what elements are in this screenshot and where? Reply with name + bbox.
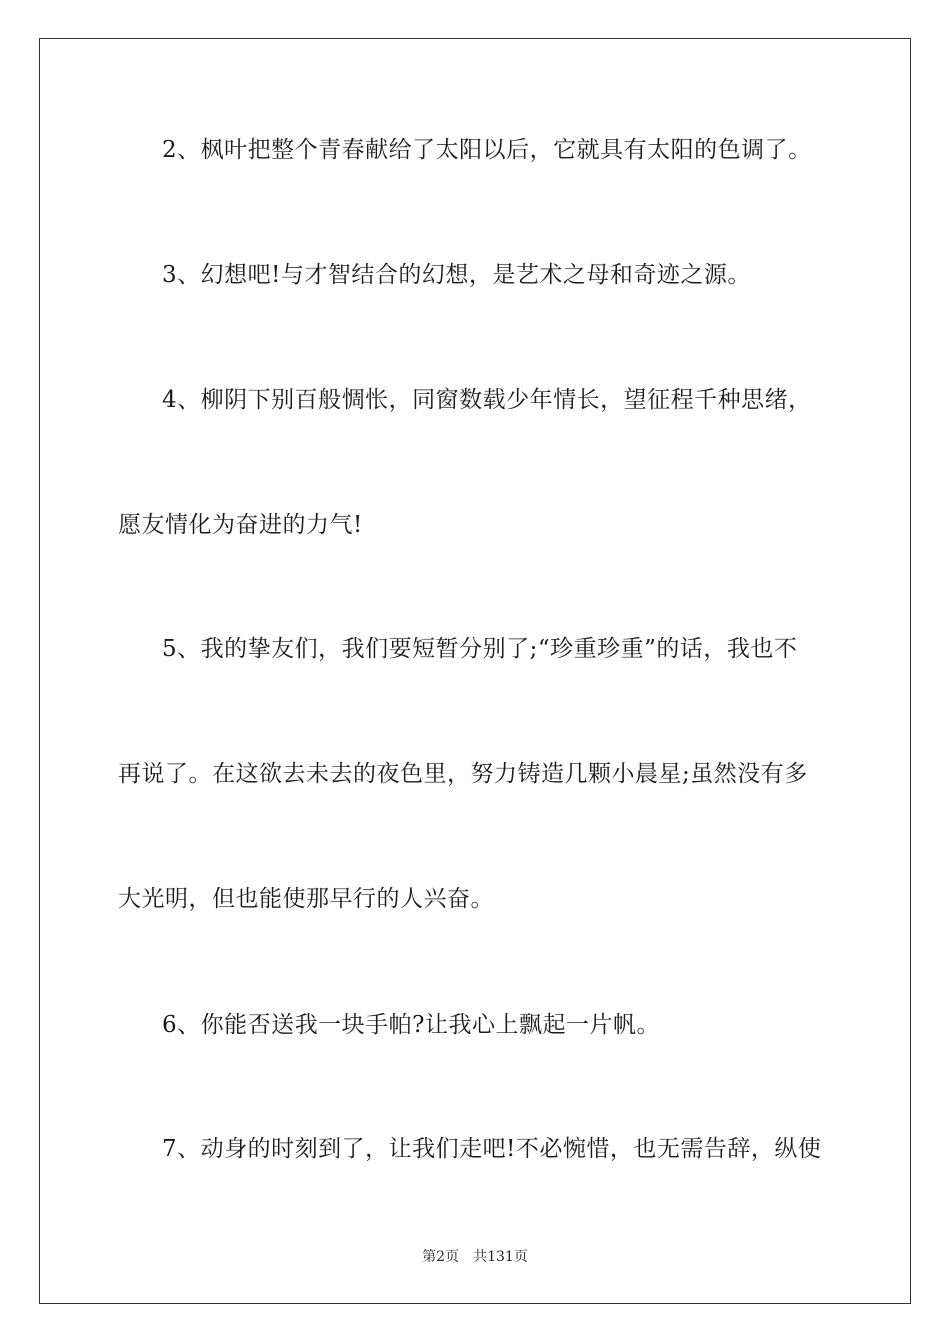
paragraph-4-line-1: 4、柳阴下别百般惆怅，同窗数载少年情长，望征程千种思绪， <box>162 387 812 413</box>
paragraph-5-line-3: 大光明，但也能使那早行的人兴奋。 <box>118 886 494 912</box>
paragraph-3-line-1: 3、幻想吧!与才智结合的幻想，是艺术之母和奇迹之源。 <box>162 262 751 288</box>
paragraph-7-line-1: 7、动身的时刻到了，让我们走吧!不必惋惜，也无需告辞，纵使 <box>162 1136 822 1162</box>
page-footer <box>0 1248 950 1266</box>
paragraph-2-line-1: 2、枫叶把整个青春献给了太阳以后，它就具有太阳的色调了。 <box>162 137 812 163</box>
page-number: 第2页 <box>422 1249 460 1265</box>
paragraph-6-line-1: 6、你能否送我一块手帕?让我心上飘起一片帆。 <box>162 1012 660 1038</box>
page-border <box>39 38 911 1304</box>
paragraph-5-line-2: 再说了。在这欲去未去的夜色里，努力铸造几颗小晨星;虽然没有多 <box>118 761 808 787</box>
paragraph-5-line-1: 5、我的挚友们，我们要短暂分别了;“珍重珍重”的话，我也不 <box>162 636 798 662</box>
paragraph-4-line-2: 愿友情化为奋进的力气! <box>118 512 363 538</box>
total-pages: 共131页 <box>473 1249 528 1265</box>
